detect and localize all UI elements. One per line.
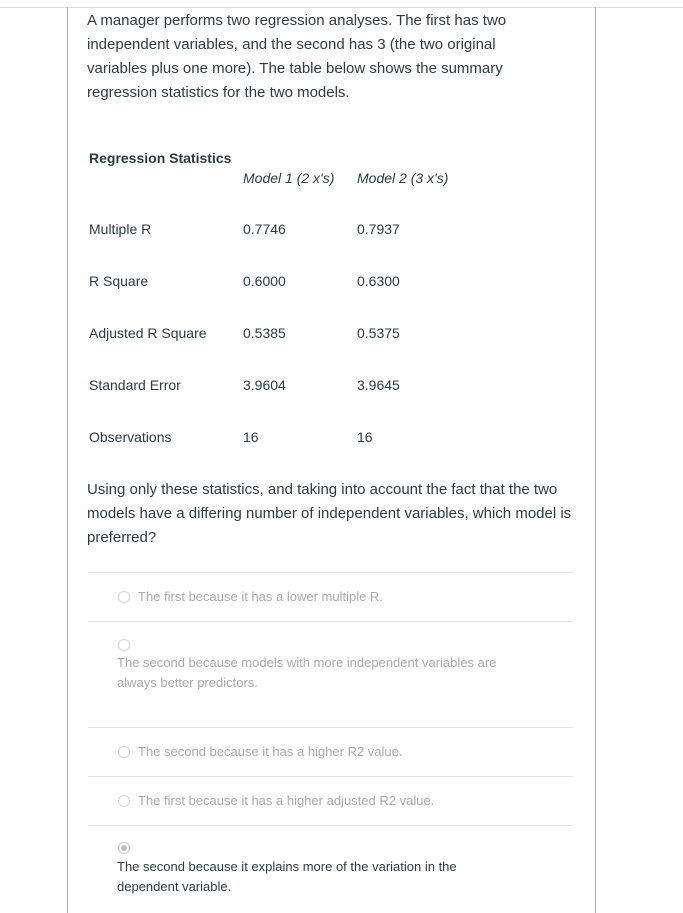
radio-button[interactable] bbox=[118, 591, 130, 603]
radio-button[interactable] bbox=[118, 746, 130, 758]
row-label: Adjusted R Square bbox=[89, 325, 207, 341]
model-1-value: 16 bbox=[243, 429, 259, 445]
radio-button-selected[interactable] bbox=[118, 842, 130, 854]
model-2-value: 0.5375 bbox=[357, 325, 400, 341]
model-1-value: 0.5385 bbox=[243, 325, 286, 341]
model-2-value: 0.6300 bbox=[357, 273, 400, 289]
row-label: Multiple R bbox=[89, 221, 152, 237]
row-label: R Square bbox=[89, 273, 149, 289]
option-label: The first because it has a lower multiple R. bbox=[138, 589, 383, 604]
row-label: Observations bbox=[89, 429, 172, 445]
table-title: Regression Statistics bbox=[89, 150, 232, 166]
option-label: The second because it has a higher R2 value. bbox=[138, 744, 403, 759]
column-header-model-2: Model 2 (3 x's) bbox=[357, 170, 449, 186]
option-label: The second because it explains more of the variation in the dependent variable. bbox=[117, 859, 457, 894]
option-label: The first because it has a higher adjusted R2 value. bbox=[138, 793, 435, 808]
model-2-value: 16 bbox=[357, 429, 373, 445]
column-header-model-1: Model 1 (2 x's) bbox=[243, 170, 335, 186]
model-1-value: 0.6000 bbox=[243, 273, 286, 289]
answer-option-5-selected[interactable] bbox=[88, 826, 573, 913]
radio-button[interactable] bbox=[118, 795, 130, 807]
radio-button[interactable] bbox=[118, 639, 130, 651]
model-2-value: 3.9645 bbox=[357, 377, 400, 393]
model-2-value: 0.7937 bbox=[357, 221, 400, 237]
question-prompt: Using only these statistics, and taking into account the fact that the two models have a differing number of independent variables, which model is preferred? bbox=[87, 481, 572, 546]
answer-option-4[interactable] bbox=[88, 777, 573, 825]
answer-option-1[interactable] bbox=[88, 573, 573, 621]
option-label: The second because models with more independent variables are always better predictors. bbox=[117, 655, 497, 690]
question-intro: A manager performs two regression analyses. The first has two independent variables, and the second has 3 (the two original variables plus one more). The table below shows the summary regression statistics for the two models. bbox=[87, 12, 507, 101]
answer-option-3[interactable] bbox=[88, 728, 573, 776]
answer-option-2[interactable] bbox=[88, 622, 573, 727]
model-1-value: 0.7746 bbox=[243, 221, 286, 237]
row-label: Standard Error bbox=[89, 377, 181, 393]
model-1-value: 3.9604 bbox=[243, 377, 286, 393]
